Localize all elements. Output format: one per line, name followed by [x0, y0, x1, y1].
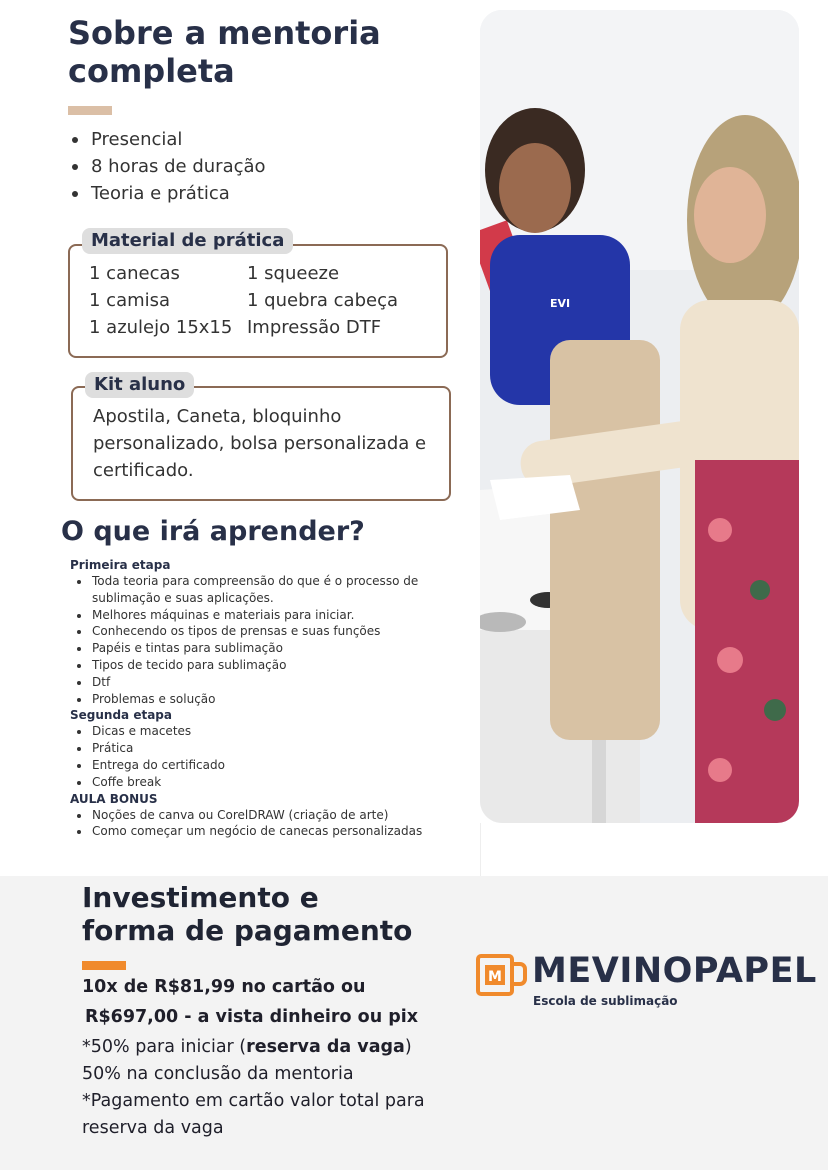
material-item: 1 squeeze [247, 263, 340, 284]
material-item: 1 camisa [89, 290, 171, 311]
stage-title: Primeira etapa [70, 558, 171, 572]
payment-cash: R$697,00 - a vista dinheiro ou pix [85, 1007, 419, 1027]
list-item: Problemas e solução [70, 691, 430, 708]
note-prefix: *50% para iniciar ( [82, 1037, 247, 1057]
payment-installments: 10x de R$81,99 no cartão ou [82, 977, 366, 997]
list-item: Dicas e macetes [70, 723, 430, 740]
mug-letter: M [488, 969, 502, 985]
note-bold: reserva da vaga [246, 1037, 405, 1057]
stage-list [70, 573, 430, 707]
learn-content [70, 557, 430, 840]
stage-list [70, 807, 430, 841]
material-grid [89, 260, 427, 341]
list-item: Conhecendo os tipos de prensas e suas funções [70, 623, 430, 640]
stage-list [70, 723, 430, 790]
logo-subtitle: Escola de sublimação [533, 994, 678, 1008]
list-item: Melhores máquinas e materiais para iniciar. [70, 607, 430, 624]
about-title [68, 14, 468, 90]
about-bullet: Teoria e prática [70, 180, 266, 207]
accent-divider-orange [82, 961, 126, 970]
class-photo [480, 10, 799, 823]
stage-title: AULA BONUS [70, 791, 158, 806]
list-item: Toda teoria para compreensão do que é o processo de sublimação e suas aplicações. [70, 573, 430, 607]
payment-note-2: 50% na conclusão da mentoria [82, 1064, 354, 1084]
material-item: Impressão DTF [247, 317, 382, 338]
about-bullet: Presencial [70, 126, 266, 153]
note-suffix: ) [404, 1037, 412, 1057]
material-item: 1 canecas [89, 263, 180, 284]
stage-title: Segunda etapa [70, 708, 172, 723]
photo-illustration [480, 10, 799, 823]
material-item: 1 quebra cabeça [247, 290, 399, 311]
column-divider [480, 823, 481, 876]
investment-title [82, 881, 442, 947]
list-item: Entrega do certificado [70, 757, 430, 774]
list-item: Papéis e tintas para sublimação [70, 640, 430, 657]
payment-note-1 [82, 1034, 442, 1061]
kit-text: Apostila, Caneta, bloquinho personalizado, bolsa personalizada e certificado. [93, 406, 427, 481]
material-label: Material de prática [82, 228, 293, 254]
logo-name: MEVINOPAPEL [532, 951, 817, 991]
about-bullet-list [70, 126, 266, 207]
list-item: Dtf [70, 674, 430, 691]
shirt-logo: EVI [550, 297, 571, 310]
investment-title-line1: Investimento e [82, 881, 319, 914]
payment-notes [82, 1034, 442, 1142]
accent-divider [68, 106, 112, 115]
about-title-line1: Sobre a mentoria [68, 14, 381, 52]
list-item: Tipos de tecido para sublimação [70, 657, 430, 674]
list-item: Noções de canva ou CorelDRAW (criação de arte) [70, 807, 430, 824]
list-item: Coffe break [70, 774, 430, 791]
about-bullet: 8 horas de duração [70, 153, 266, 180]
payment-note-3: *Pagamento em cartão valor total para reserva da vaga [82, 1091, 425, 1138]
investment-title-line2: forma de pagamento [82, 914, 413, 947]
material-item: 1 azulejo 15x15 [89, 317, 233, 338]
learn-title: O que irá aprender? [61, 516, 365, 547]
list-item: Como começar um negócio de canecas personalizadas [70, 823, 430, 840]
kit-label: Kit aluno [85, 372, 194, 398]
list-item: Prática [70, 740, 430, 757]
mug-icon [476, 952, 528, 998]
about-title-line2: completa [68, 52, 235, 90]
